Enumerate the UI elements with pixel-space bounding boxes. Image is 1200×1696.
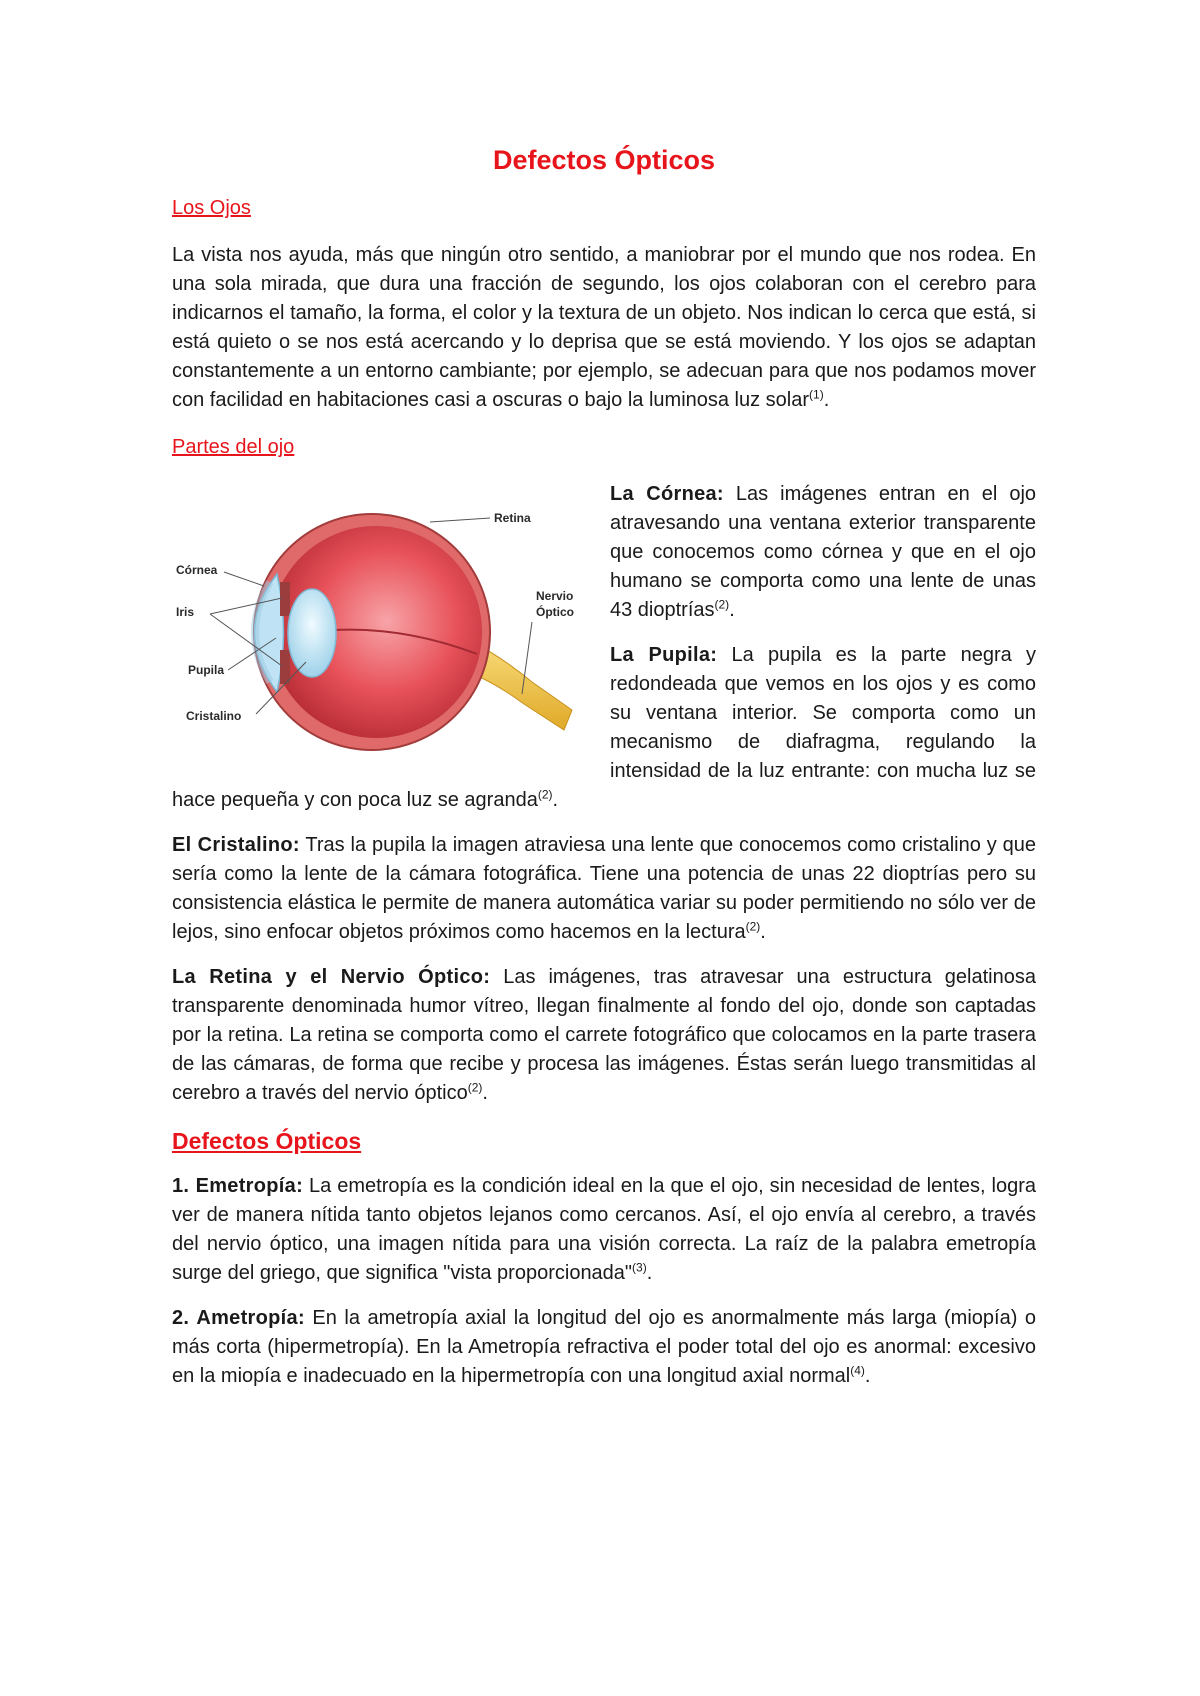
paragraph-ametropia: 2. Ametropía: En la ametropía axial la longitud del ojo es anormalmente más larga (miopía) o más corta (hipermetropía). En la Ametropía refractiva el poder total del ojo es anormal: excesivo en la miopía e inadecuado en la hipermetropía con una longitud axial normal$^{(4)}$. — [172, 1307, 1036, 1388]
label-cristalino: Cristalino — [186, 709, 242, 724]
leader-retina — [430, 518, 490, 522]
heading-los-ojos[interactable]: Los Ojos — [172, 197, 251, 220]
iris-bottom-shape — [280, 650, 290, 684]
reference-marker: (4) — [850, 1363, 865, 1378]
term-ametropia: 2. Ametropía: — [172, 1307, 305, 1330]
label-nervio: Nervio — [536, 589, 574, 604]
reference-marker: (1) — [809, 387, 824, 402]
label-iris: Iris — [176, 605, 195, 620]
document-title: Defectos Ópticos — [492, 145, 716, 175]
eye-anatomy-diagram — [172, 482, 592, 782]
term-retina: La Retina y el Nervio Óptico: — [172, 966, 491, 989]
term-cornea: La Córnea: — [610, 483, 724, 506]
label-pupila: Pupila — [188, 663, 225, 678]
paragraph-los-ojos: La vista nos ayuda, más que ningún otro sentido, a maniobrar por el mundo que nos rodea. En una sola mirada, que dura una fracción de segundo, los ojos colaboran con el cerebro para indicarnos el tamaño, la forma, el color y la textura de un objeto. Nos indican lo cerca que está, si está quieto o se nos está acercando y lo deprisa que se está moviendo. Y los ojos se adaptan constantemente a un entorno cambiante; por ejemplo, se adecuan para que nos podamos mover con facilidad en habitaciones casi a oscuras o bajo la luminosa luz solar$^{(1)}$. — [172, 244, 1036, 412]
term-cristalino: El Cristalino: — [172, 834, 300, 857]
iris-top-shape — [280, 582, 290, 616]
paragraph-emetropia: 1. Emetropía: La emetropía es la condición ideal en la que el ojo, sin necesidad de lentes, logra ver de manera nítida tanto objetos lejanos como cercanos. Así, el ojo envía al cerebro, a través del nervio óptico, una imagen nítida para una visión correcta. La raíz de la palabra emetropía surge del griego, que significa "vista proporcionada"$^{(3)}$. — [172, 1175, 1036, 1285]
document-page — [172, 128, 1036, 1391]
eye-diagram-svg — [172, 482, 592, 782]
reference-marker: (3) — [632, 1260, 647, 1275]
reference-marker: (2) — [714, 597, 730, 612]
paragraph-pupila: La Pupila: La pupila es la parte negra y redondeada que vemos en los ojos y es como su ventana interior. Se comporta como un mecanismo de diafragma, regulando la intensidad de la luz entrante: con mucha luz se hace pequeña y con poca luz se agranda$^{(2)}$. — [172, 644, 1036, 812]
label-cornea: Córnea — [176, 563, 218, 578]
term-pupila: La Pupila: — [610, 644, 718, 667]
reference-marker: (2) — [467, 1080, 483, 1095]
label-retina: Retina — [494, 511, 531, 526]
heading-partes-del-ojo[interactable]: Partes del ojo — [172, 436, 295, 459]
leader-cornea — [224, 572, 264, 586]
partes-del-ojo-section — [172, 480, 1036, 815]
reference-marker: (2) — [745, 919, 761, 934]
lens-shape — [288, 589, 336, 677]
paragraph-retina: La Retina y el Nervio Óptico: Las imágenes, tras atravesar una estructura gelatinosa transparente denominada humor vítreo, llegan finalmente al fondo del ojo, donde son captadas por la retina. La retina se comporta como el carrete fotográfico que colocamos en la parte trasera de las cámaras, de forma que recibe y procesa las imágenes. Éstas serán luego transmitidas al cerebro a través del nervio óptico$^{(2)}$. — [172, 966, 1036, 1105]
paragraph-cornea: La Córnea: Las imágenes entran en el ojo atravesando una ventana exterior transparente que conocemos como córnea y que en el ojo humano se comporta como una lente de unas 43 dioptrías$^{(2)}$. — [610, 483, 1037, 622]
heading-defectos-opticos[interactable]: Defectos Ópticos — [172, 1128, 362, 1155]
reference-marker: (2) — [537, 787, 553, 802]
label-optico: Óptico — [536, 605, 574, 620]
paragraph-cristalino: El Cristalino: Tras la pupila la imagen atraviesa una lente que conocemos como cristalino y que sería como la lente de la cámara fotográfica. Tiene una potencia de unas 22 dioptrías pero su consistencia elástica le permite de manera automática variar su poder permitiendo no sólo ver de lejos, sino enfocar objetos próximos como hacemos en la lectura$^{(2)}$. — [172, 834, 1036, 944]
term-emetropia: 1. Emetropía: — [172, 1175, 304, 1198]
